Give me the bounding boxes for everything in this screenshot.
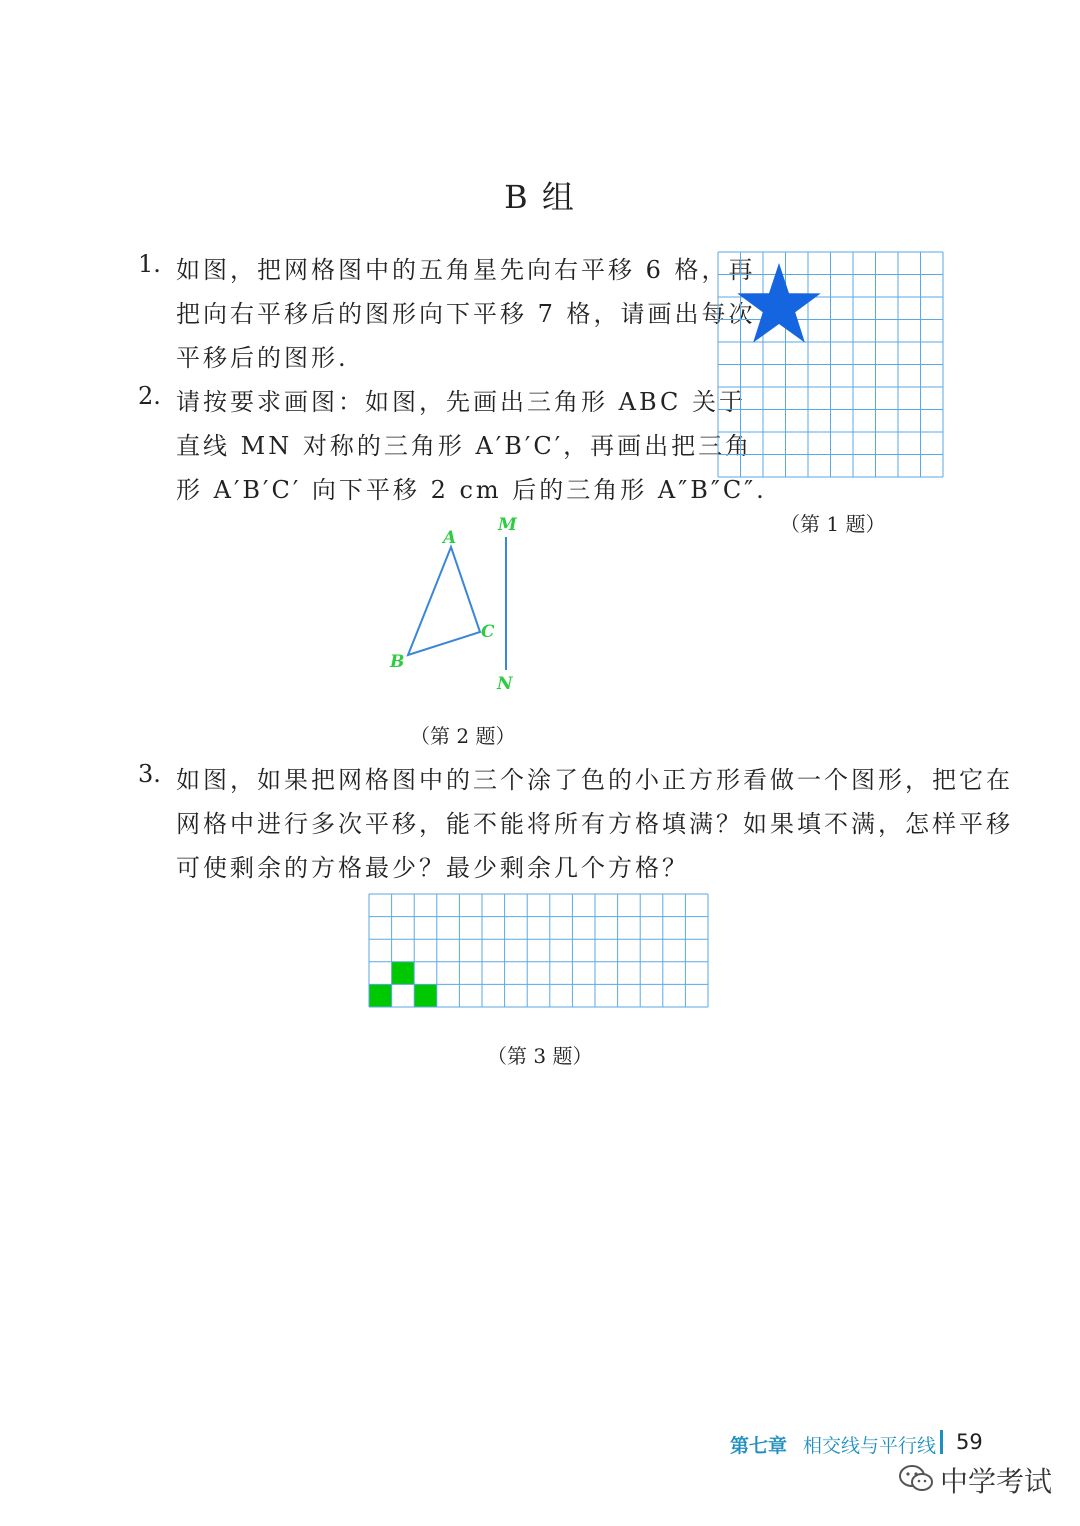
- footer-divider: [940, 1430, 943, 1454]
- section-title: B 组: [504, 178, 576, 216]
- label-n: N: [497, 674, 513, 694]
- grid-1-lines: [718, 252, 943, 477]
- q1-line-2: 把向右平移后的图形向下平移 7 格，请画出每次: [176, 300, 756, 328]
- figure-3-caption: （第 3 题）: [487, 1044, 593, 1068]
- q1-number: 1.: [138, 250, 161, 278]
- footer-chapter: 第七章: [730, 1435, 788, 1457]
- q3-line-2: 网格中进行多次平移，能不能将所有方格填满？如果填不满，怎样平移: [176, 810, 1013, 838]
- q1-line-1: 如图，把网格图中的五角星先向右平移 6 格，再: [176, 256, 756, 284]
- q2-line-1: 请按要求画图：如图，先画出三角形 ABC 关于: [176, 388, 747, 416]
- figure-1-caption: （第 1 题）: [780, 512, 886, 536]
- watermark-text: 中学考试: [940, 1465, 1053, 1498]
- label-a: A: [443, 528, 457, 548]
- footer-topic: 相交线与平行线: [803, 1435, 937, 1457]
- page-number: 59: [956, 1430, 983, 1454]
- q2-line-3: 形 A′B′C′ 向下平移 2 cm 后的三角形 A″B″C″.: [176, 476, 767, 504]
- filled-cell: [369, 984, 392, 1007]
- q3-number: 3.: [138, 760, 161, 788]
- q3-line-3: 可使剩余的方格最少？最少剩余几个方格？: [176, 854, 689, 882]
- q2-line-2: 直线 MN 对称的三角形 A′B′C′，再画出把三角: [176, 432, 753, 460]
- label-c: C: [481, 622, 495, 642]
- label-m: M: [498, 515, 517, 535]
- q2-number: 2.: [138, 382, 161, 410]
- triangle-abc: [408, 547, 480, 655]
- label-b: B: [390, 652, 405, 672]
- figure-1-grid: [716, 250, 946, 480]
- figure-2-caption: （第 2 题）: [410, 724, 516, 748]
- figure-3-grid: [368, 893, 713, 1009]
- filled-cell: [414, 984, 437, 1007]
- filled-cell: [392, 962, 415, 985]
- figure-2-diagram: [380, 505, 540, 700]
- wechat-icon: [898, 1463, 934, 1495]
- q3-line-1: 如图，如果把网格图中的三个涂了色的小正方形看做一个图形，把它在: [176, 766, 1013, 794]
- q1-line-3: 平移后的图形.: [176, 344, 349, 372]
